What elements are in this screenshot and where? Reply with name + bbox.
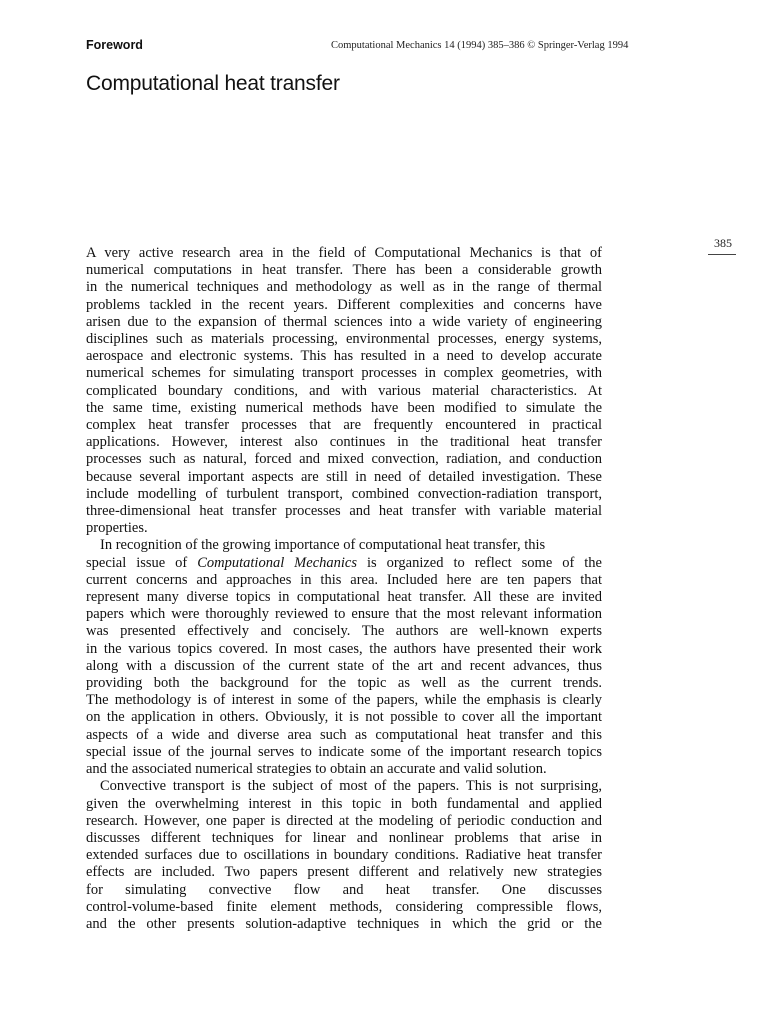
body-line: A very active research area in the field of Computational Mechanics is that of [86, 245, 602, 261]
body-line: disciplines such as materials processing, environmental processes, energy systems, [86, 331, 602, 348]
body-line: applications. However, interest also continues in the traditional heat transfer [86, 434, 602, 451]
body-line: problems tackled in the recent years. Different complexities and concerns have [86, 296, 602, 313]
body-line: special issue of the journal serves to indicate some of the important research topics [86, 743, 602, 760]
body-line: three-dimensional heat transfer processes and heat transfer with variable material [86, 503, 602, 520]
body-line: properties. [86, 520, 148, 537]
body-line: complicated boundary conditions, and with various material characteristics. At [86, 382, 602, 399]
body-line: and the associated numerical strategies to obtain an accurate and valid solution. [86, 761, 547, 778]
journal-citation: Computational Mechanics 14 (1994) 385–386 © Springer-Verlag 1994 [331, 40, 629, 51]
body-line: aspects of a wide and diverse area such as computational heat transfer and this [86, 726, 602, 743]
body-line: effects are included. Two papers present different and relatively new strategies [86, 864, 602, 881]
body-line: include modelling of turbulent transport, combined convection-radiation transport, [86, 485, 602, 502]
body-text-fragment: is organized to reflect some of the [357, 554, 602, 571]
body-line: The methodology is of interest in some of the papers, while the emphasis is clearly [86, 692, 602, 709]
body-line: the same time, existing numerical methods have been modified to simulate the [86, 399, 602, 416]
body-line: and the other presents solution-adaptive techniques in which the grid or the [86, 915, 602, 932]
body-line: extended surfaces due to oscillations in boundary conditions. Radiative heat transfer [86, 847, 602, 864]
body-line: research. However, one paper is directed at the modeling of periodic conduction and [86, 812, 602, 829]
body-line-with-italic [86, 555, 602, 572]
article-title: Computational heat transfer [86, 72, 340, 95]
body-line: for simulating convective flow and heat transfer. One discusses [86, 881, 602, 898]
page-number-rule [708, 254, 736, 255]
body-line: was presented effectively and concisely. The authors are well-known experts [86, 623, 602, 640]
body-line: providing both the background for the topic as well as the current trends. [86, 675, 602, 692]
body-line: because several important aspects are still in need of detailed investigation. These [86, 468, 602, 485]
body-line: Convective transport is the subject of most of the papers. This is not surprising, [100, 778, 602, 795]
journal-name-italic: Computational Mechanics [197, 554, 357, 571]
body-line: represent many diverse topics in computational heat transfer. All these are invited [86, 589, 602, 606]
body-line: given the overwhelming interest in this topic in both fundamental and applied [86, 795, 602, 812]
body-line: arisen due to the expansion of thermal sciences into a wide variety of engineering [86, 313, 602, 330]
section-label: Foreword [86, 38, 143, 52]
body-line: on the application in others. Obviously, it is not possible to cover all the important [86, 709, 602, 726]
body-line: aerospace and electronic systems. This has resulted in a need to develop accurate [86, 348, 602, 365]
body-line: control-volume-based finite element methods, considering compressible flows, [86, 898, 602, 915]
body-line: papers which were thoroughly reviewed to ensure that the most relevant information [86, 606, 602, 623]
body-line: numerical computations in heat transfer. There has been a considerable growth [86, 262, 602, 279]
body-text-fragment: special issue of [86, 554, 198, 571]
body-line: in the various topics covered. In most cases, the authors have presented their work [86, 640, 602, 657]
body-line: current concerns and approaches in this area. Included here are ten papers that [86, 571, 602, 588]
page-number: 385 [714, 236, 732, 250]
body-line: complex heat transfer processes that are frequently encountered in practical [86, 417, 602, 434]
body-line: along with a discussion of the current state of the art and recent advances, thus [86, 657, 602, 674]
body-line: in the numerical techniques and methodology as well as in the range of thermal [86, 279, 602, 296]
body-line: discusses different techniques for linear and nonlinear problems that arise in [86, 829, 602, 846]
body-line: numerical schemes for simulating transport processes in complex geometries, with [86, 365, 602, 382]
body-text [86, 245, 602, 933]
body-line: In recognition of the growing importance of computational heat transfer, this [100, 537, 546, 554]
body-line: processes such as natural, forced and mixed convection, radiation, and conduction [86, 451, 602, 468]
